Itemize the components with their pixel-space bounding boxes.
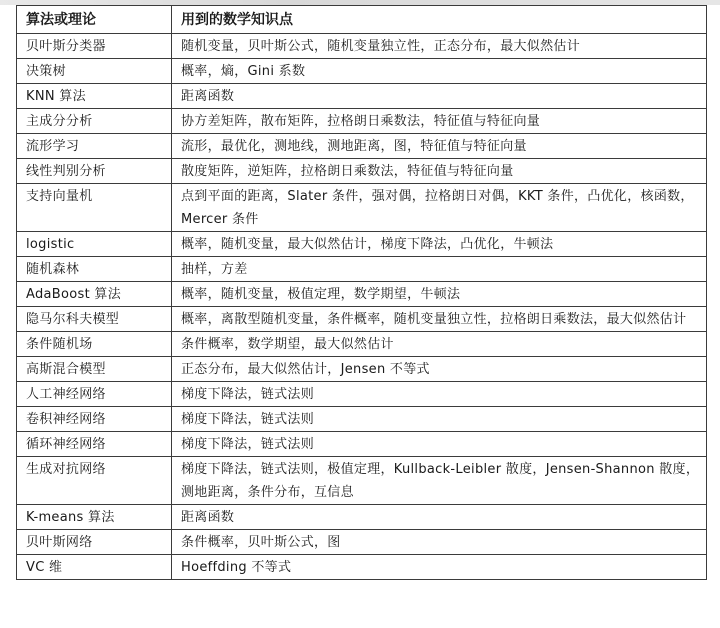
algorithm-cell: AdaBoost 算法 xyxy=(17,282,172,307)
header-math-points: 用到的数学知识点 xyxy=(172,6,707,34)
math-points-cell: 散度矩阵，逆矩阵，拉格朗日乘数法，特征值与特征向量 xyxy=(172,159,707,184)
table-row xyxy=(17,382,707,407)
algorithm-cell: VC 维 xyxy=(17,555,172,580)
table-row xyxy=(17,307,707,332)
table-header-row xyxy=(17,6,707,34)
table-row xyxy=(17,530,707,555)
math-points-cell: 距离函数 xyxy=(172,505,707,530)
algorithm-cell: 卷积神经网络 xyxy=(17,407,172,432)
math-points-cell: 随机变量，贝叶斯公式，随机变量独立性，正态分布，最大似然估计 xyxy=(172,34,707,59)
table-row xyxy=(17,407,707,432)
math-points-cell: 概率，随机变量，极值定理，数学期望，牛顿法 xyxy=(172,282,707,307)
math-points-cell: 点到平面的距离，Slater 条件，强对偶，拉格朗日对偶，KKT 条件，凸优化，核函数，Mercer 条件 xyxy=(172,184,707,232)
algorithm-cell: K-means 算法 xyxy=(17,505,172,530)
algorithm-cell: 支持向量机 xyxy=(17,184,172,232)
algorithm-cell: 高斯混合模型 xyxy=(17,357,172,382)
algorithm-cell: 隐马尔科夫模型 xyxy=(17,307,172,332)
algorithm-cell: 线性判别分析 xyxy=(17,159,172,184)
table-row xyxy=(17,332,707,357)
math-points-cell: 条件概率，数学期望，最大似然估计 xyxy=(172,332,707,357)
math-points-cell: 条件概率，贝叶斯公式，图 xyxy=(172,530,707,555)
math-points-cell: 概率，随机变量，最大似然估计，梯度下降法，凸优化，牛顿法 xyxy=(172,232,707,257)
table-row xyxy=(17,357,707,382)
algorithm-cell: logistic xyxy=(17,232,172,257)
math-points-cell: Hoeffding 不等式 xyxy=(172,555,707,580)
math-points-cell: 梯度下降法，链式法则 xyxy=(172,407,707,432)
table-row xyxy=(17,457,707,505)
header-algorithm: 算法或理论 xyxy=(17,6,172,34)
table-row xyxy=(17,84,707,109)
algorithm-cell: 贝叶斯分类器 xyxy=(17,34,172,59)
table-row xyxy=(17,134,707,159)
table-row xyxy=(17,505,707,530)
table-row xyxy=(17,109,707,134)
math-points-cell: 正态分布，最大似然估计，Jensen 不等式 xyxy=(172,357,707,382)
table-row xyxy=(17,184,707,232)
algorithm-cell: 流形学习 xyxy=(17,134,172,159)
algorithm-cell: 生成对抗网络 xyxy=(17,457,172,505)
math-points-cell: 流形，最优化，测地线，测地距离，图，特征值与特征向量 xyxy=(172,134,707,159)
algorithm-cell: 决策树 xyxy=(17,59,172,84)
algorithm-cell: 贝叶斯网络 xyxy=(17,530,172,555)
table-row xyxy=(17,34,707,59)
math-points-cell: 协方差矩阵，散布矩阵，拉格朗日乘数法，特征值与特征向量 xyxy=(172,109,707,134)
algorithm-cell: 循环神经网络 xyxy=(17,432,172,457)
table-row xyxy=(17,59,707,84)
math-points-cell: 梯度下降法，链式法则，极值定理，Kullback-Leibler 散度，Jensen-Shannon 散度，测地距离，条件分布，互信息 xyxy=(172,457,707,505)
algorithm-cell: 随机森林 xyxy=(17,257,172,282)
algorithm-math-table xyxy=(16,5,707,580)
algorithm-cell: KNN 算法 xyxy=(17,84,172,109)
math-points-cell: 梯度下降法，链式法则 xyxy=(172,382,707,407)
table-body xyxy=(17,34,707,580)
algorithm-cell: 人工神经网络 xyxy=(17,382,172,407)
math-points-cell: 抽样，方差 xyxy=(172,257,707,282)
table-row xyxy=(17,232,707,257)
algorithm-cell: 条件随机场 xyxy=(17,332,172,357)
table-row xyxy=(17,257,707,282)
math-points-cell: 概率，熵，Gini 系数 xyxy=(172,59,707,84)
math-points-cell: 梯度下降法，链式法则 xyxy=(172,432,707,457)
math-points-cell: 距离函数 xyxy=(172,84,707,109)
algorithm-cell: 主成分分析 xyxy=(17,109,172,134)
table-row xyxy=(17,159,707,184)
table-row xyxy=(17,282,707,307)
table-row xyxy=(17,432,707,457)
math-points-cell: 概率，离散型随机变量，条件概率，随机变量独立性，拉格朗日乘数法，最大似然估计 xyxy=(172,307,707,332)
table-row xyxy=(17,555,707,580)
